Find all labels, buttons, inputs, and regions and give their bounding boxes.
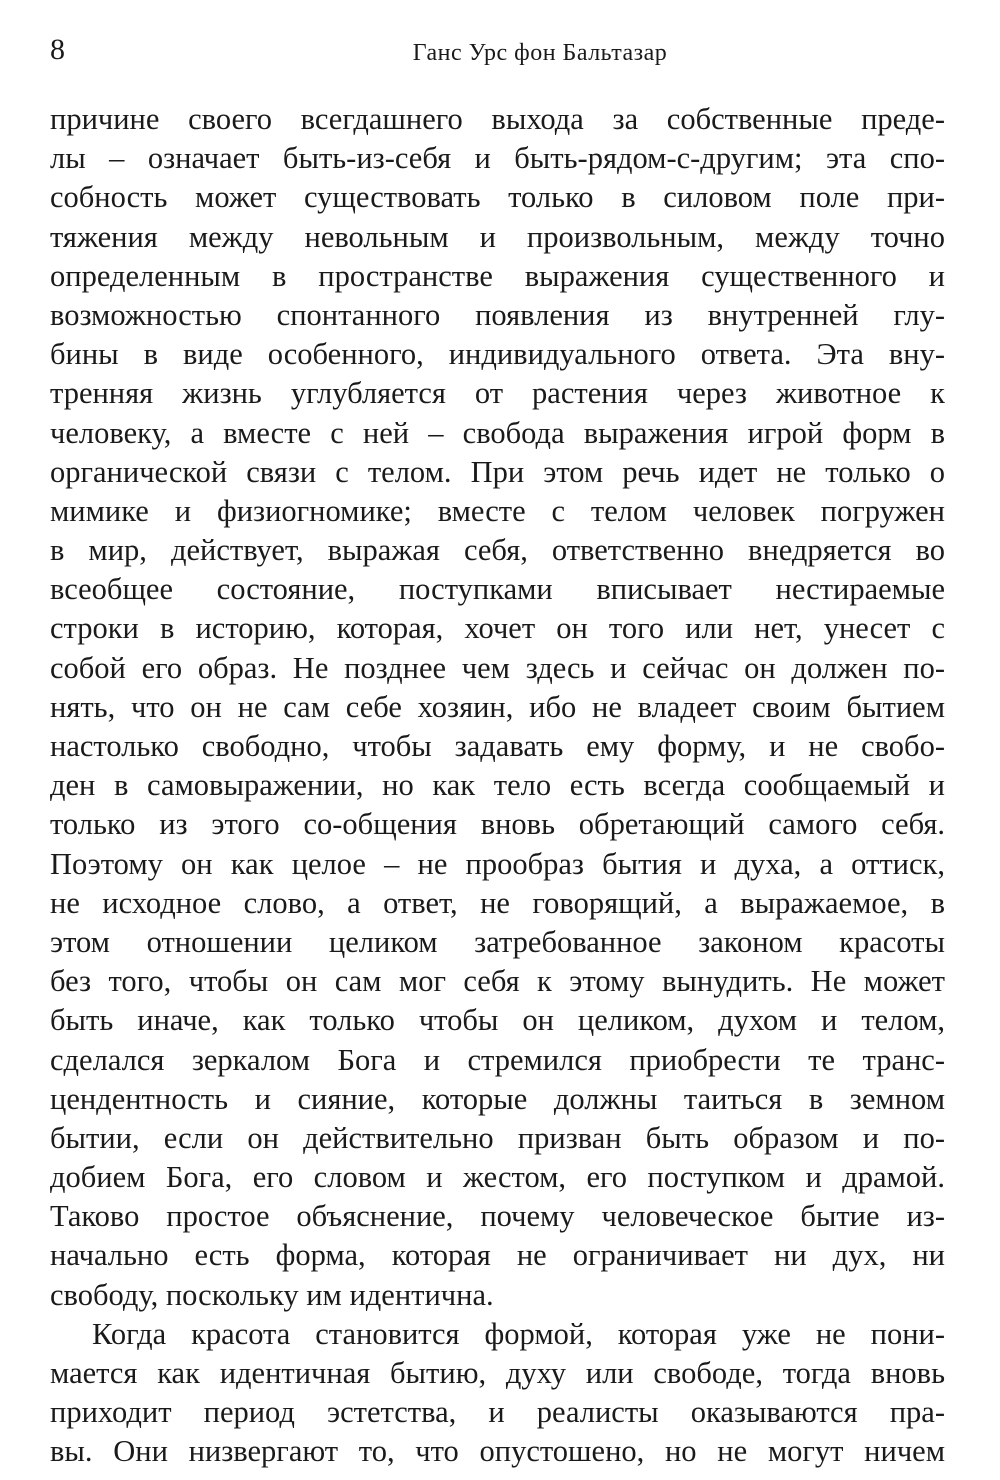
text-line: начально есть форма, которая не ограничивает ни дух, ни bbox=[50, 1238, 945, 1273]
paragraph-1 bbox=[50, 100, 945, 1315]
text-line: свободу, поскольку им идентична. bbox=[50, 1277, 494, 1312]
text-line: приходит период эстетства, и реалисты оказываются пра- bbox=[50, 1395, 945, 1430]
text-line: органической связи с телом. При этом речь идет не только о bbox=[50, 454, 945, 489]
text-line: этом отношении целиком затребованное законом красоты bbox=[50, 924, 945, 959]
page-number: 8 bbox=[50, 33, 65, 66]
text-line: возможностью спонтанного появления из внутренней глу- bbox=[50, 297, 945, 332]
body-text bbox=[50, 100, 945, 1472]
text-line: Таково простое объяснение, почему человеческое бытие из- bbox=[50, 1199, 945, 1234]
text-line: только из этого со-общения вновь обретающий самого себя. bbox=[50, 807, 945, 842]
text-line: человеку, а вместе с ней – свобода выражения игрой форм в bbox=[50, 415, 945, 450]
text-line: причине своего всегдашнего выхода за собственные преде- bbox=[50, 102, 945, 136]
text-line: без того, чтобы он сам мог себя к этому вынудить. Не может bbox=[50, 964, 945, 999]
text-line: сделался зеркалом Бога и стремился приобрести те транс- bbox=[50, 1042, 945, 1077]
text-line: не исходное слово, а ответ, не говорящий, а выражаемое, в bbox=[50, 885, 945, 920]
text-line: нять, что он не сам себе хозяин, ибо не владеет своим бытием bbox=[50, 689, 945, 724]
text-line: в мир, действует, выражая себя, ответственно внедряется во bbox=[50, 533, 945, 568]
text-line: мается как идентичная бытию, духу или свободе, тогда вновь bbox=[50, 1356, 945, 1390]
text-line: всеобщее состояние, поступками вписывает нестираемые bbox=[50, 572, 945, 607]
text-line: собность может существовать только в силовом поле при- bbox=[50, 180, 945, 215]
text-line: цендентность и сияние, которые должны таиться в земном bbox=[50, 1081, 945, 1116]
text-line: собой его образ. Не позднее чем здесь и сейчас он должен по- bbox=[50, 650, 945, 685]
text-line: лы – означает быть-из-себя и быть-рядом-с-другим; эта спо- bbox=[50, 141, 945, 176]
paragraph-2 bbox=[50, 1315, 945, 1472]
text-line: мимике и физиогномике; вместе с телом человек погружен bbox=[50, 493, 945, 528]
running-head: Ганс Урс фон Бальтазар bbox=[412, 40, 668, 66]
text-line: бытии, если он действительно призван быть образом и по- bbox=[50, 1120, 945, 1155]
text-line: ден в самовыражении, но как тело есть всегда сообщаемый и bbox=[50, 768, 945, 803]
text-line: бины в виде особенного, индивидуального ответа. Эта вну- bbox=[50, 337, 945, 372]
text-line: тренняя жизнь углубляется от растения через животное к bbox=[50, 376, 945, 411]
text-line: тяжения между невольным и произвольным, между точно bbox=[50, 219, 945, 254]
text-line: строки в историю, которая, хочет он того или нет, унесет с bbox=[50, 611, 945, 646]
text-line: Когда красота становится формой, которая уже не пони- bbox=[92, 1316, 945, 1351]
text-line: определенным в пространстве выражения существенного и bbox=[50, 258, 945, 293]
text-line: Поэтому он как целое – не прообраз бытия и духа, а оттиск, bbox=[50, 846, 945, 881]
text-line: настолько свободно, чтобы задавать ему форму, и не свобо- bbox=[50, 729, 945, 763]
text-line: добием Бога, его словом и жестом, его поступком и драмой. bbox=[50, 1160, 945, 1195]
text-line: быть иначе, как только чтобы он целиком, духом и телом, bbox=[50, 1003, 945, 1038]
text-line: вы. Они низвергают то, что опустошено, но не могут ничем bbox=[50, 1434, 945, 1469]
